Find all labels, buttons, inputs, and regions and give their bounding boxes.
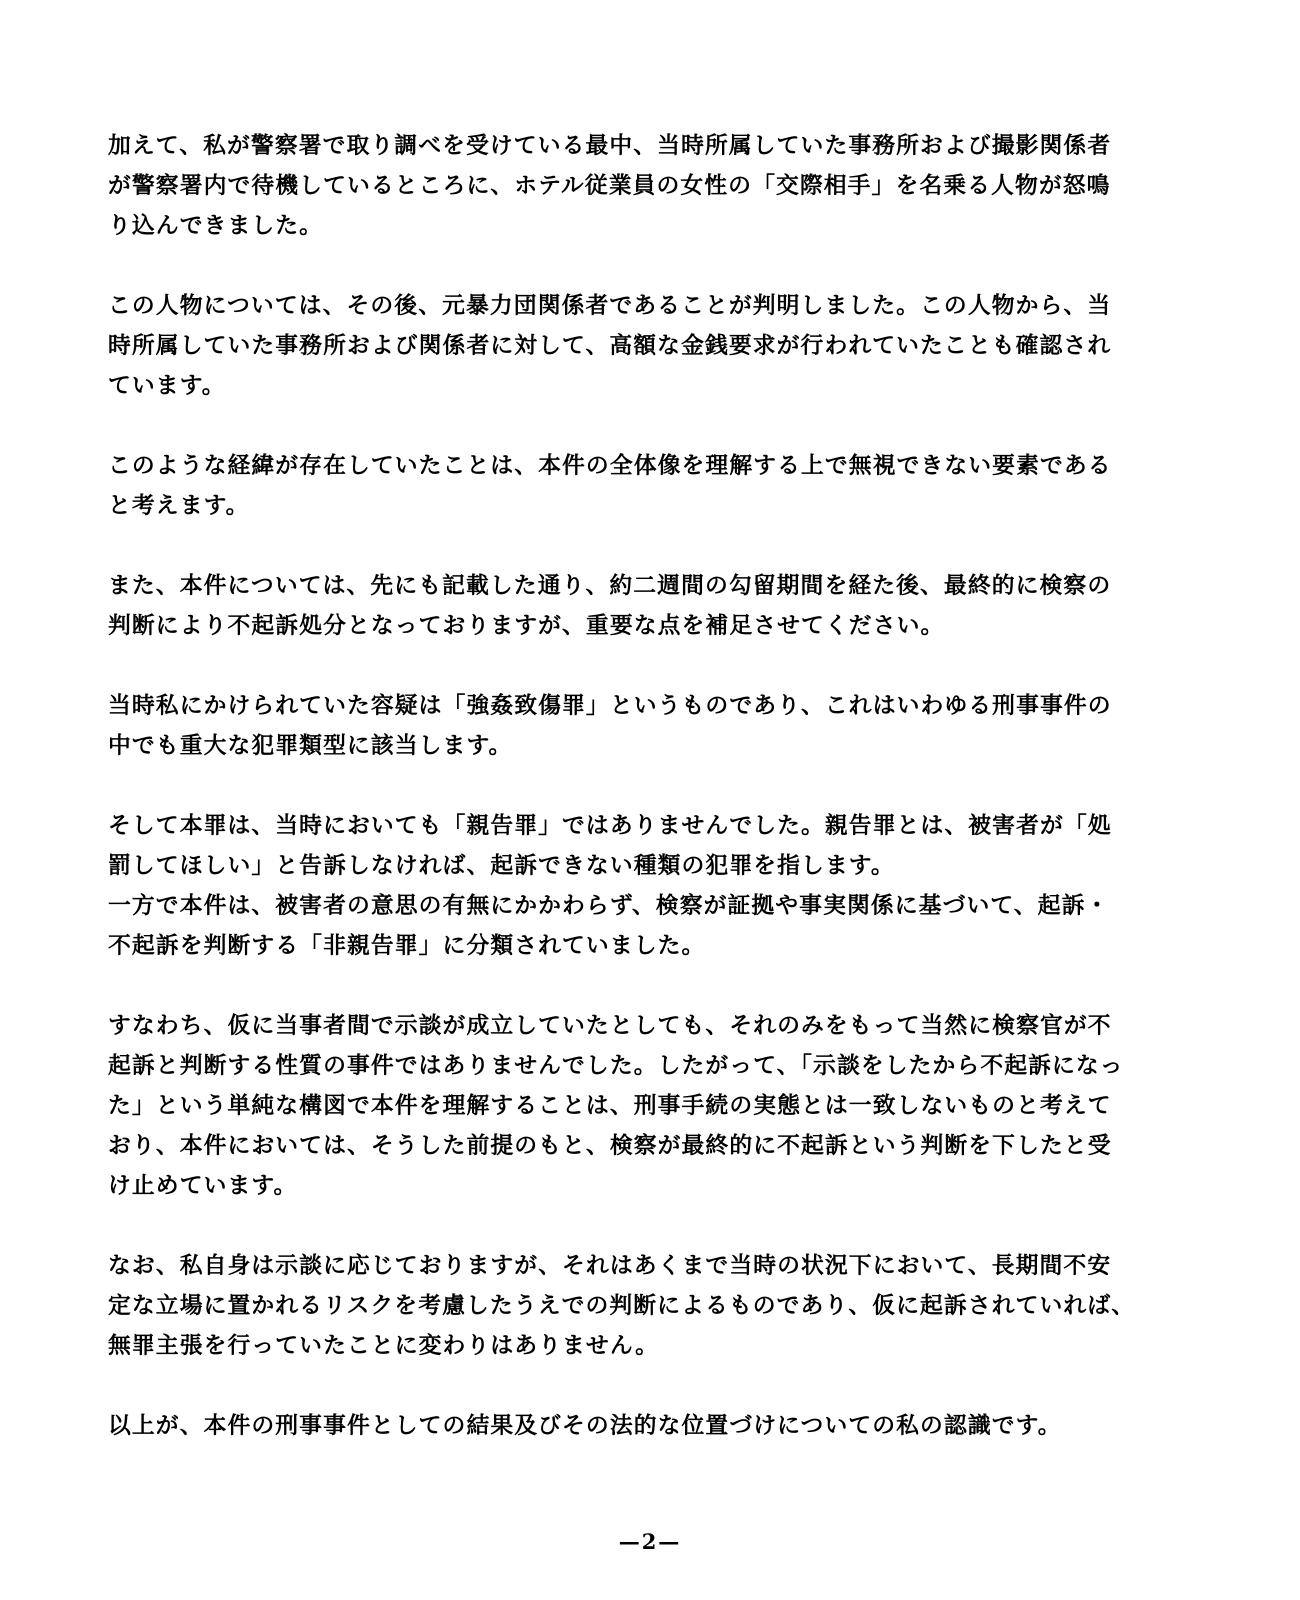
paragraph-line: 一方で本件は、被害者の意思の有無にかかわらず、検察が証拠や事実関係に基づいて、起訴・ — [108, 893, 1110, 919]
paragraph-3 — [108, 446, 1183, 526]
paragraph-line: 判断により不起訴処分となっておりますが、重要な点を補足させてください。 — [108, 613, 945, 639]
paragraph-line: が警察署内で待機しているところに、ホテル従業員の女性の「交際相手」を名乗る人物が怒鳴 — [108, 173, 1111, 199]
paragraph-line: おり、本件においては、そうした前提のもと、検察が最終的に不起訴という判断を下したと受 — [108, 1133, 1112, 1159]
paragraph-line: 加えて、私が警察署で取り調べを受けている最中、当時所属していた事務所および撮影関係者 — [108, 133, 1112, 159]
paragraph-line: 中でも重大な犯罪類型に該当します。 — [108, 733, 513, 759]
paragraph-line: なお、私自身は示談に応じておりますが、それはあくまで当時の状況下において、長期間不安 — [108, 1253, 1112, 1279]
paragraph-2 — [108, 286, 1183, 406]
paragraph-line: 不起訴を判断する「非親告罪」に分類されていました。 — [108, 933, 706, 959]
page-number: —2— — [618, 1529, 682, 1554]
paragraph-line: 時所属していた事務所および関係者に対して、高額な金銭要求が行われていたことも確認され — [108, 333, 1112, 359]
paragraph-line: すなわち、仮に当事者間で示談が成立していたとしても、それのみをもって当然に検察官が不 — [108, 1013, 1112, 1039]
paragraph-line: このような経緯が存在していたことは、本件の全体像を理解する上で無視できない要素である — [108, 453, 1112, 479]
paragraph-line: 無罪主張を行っていたことに変わりはありません。 — [108, 1333, 659, 1359]
paragraph-line: 以上が、本件の刑事事件としての結果及びその法的な位置づけについての私の認識です。 — [108, 1413, 1062, 1439]
paragraph-line: た」という単純な構図で本件を理解することは、刑事手続の実態とは一致しないものと考えて — [108, 1093, 1112, 1119]
paragraph-line: 罰してほしい」と告訴しなければ、起訴できない種類の犯罪を指します。 — [108, 853, 895, 879]
paragraph-7 — [108, 1006, 1183, 1206]
paragraph-6 — [108, 806, 1183, 966]
paragraph-1 — [108, 126, 1183, 246]
paragraph-9 — [108, 1406, 1183, 1446]
paragraph-line: 当時私にかけられていた容疑は「強姦致傷罪」というものであり、これはいわゆる刑事事件の — [108, 693, 1112, 719]
paragraph-line: と考えます。 — [108, 493, 250, 519]
paragraph-4 — [108, 566, 1183, 646]
paragraph-line: 起訴と判断する性質の事件ではありませんでした。したがって、「示談をしたから不起訴になっ — [108, 1053, 1124, 1079]
paragraph-line: そして本罪は、当時においても「親告罪」ではありませんでした。親告罪とは、被害者が「処 — [108, 813, 1112, 839]
paragraph-line: この人物については、その後、元暴力団関係者であることが判明しました。この人物から、当 — [108, 293, 1112, 319]
paragraph-line: 定な立場に置かれるリスクを考慮したうえでの判断によるものであり、仮に起訴されていれば、 — [108, 1293, 1136, 1319]
paragraph-line: ています。 — [108, 373, 226, 399]
paragraph-8 — [108, 1246, 1183, 1366]
paragraph-line: り込んできました。 — [108, 213, 324, 239]
paragraph-line: また、本件については、先にも記載した通り、約二週間の勾留期間を経た後、最終的に検察の — [108, 573, 1112, 599]
paragraph-5 — [108, 686, 1183, 766]
document-body — [108, 126, 1183, 1486]
paragraph-line: け止めています。 — [108, 1173, 298, 1199]
